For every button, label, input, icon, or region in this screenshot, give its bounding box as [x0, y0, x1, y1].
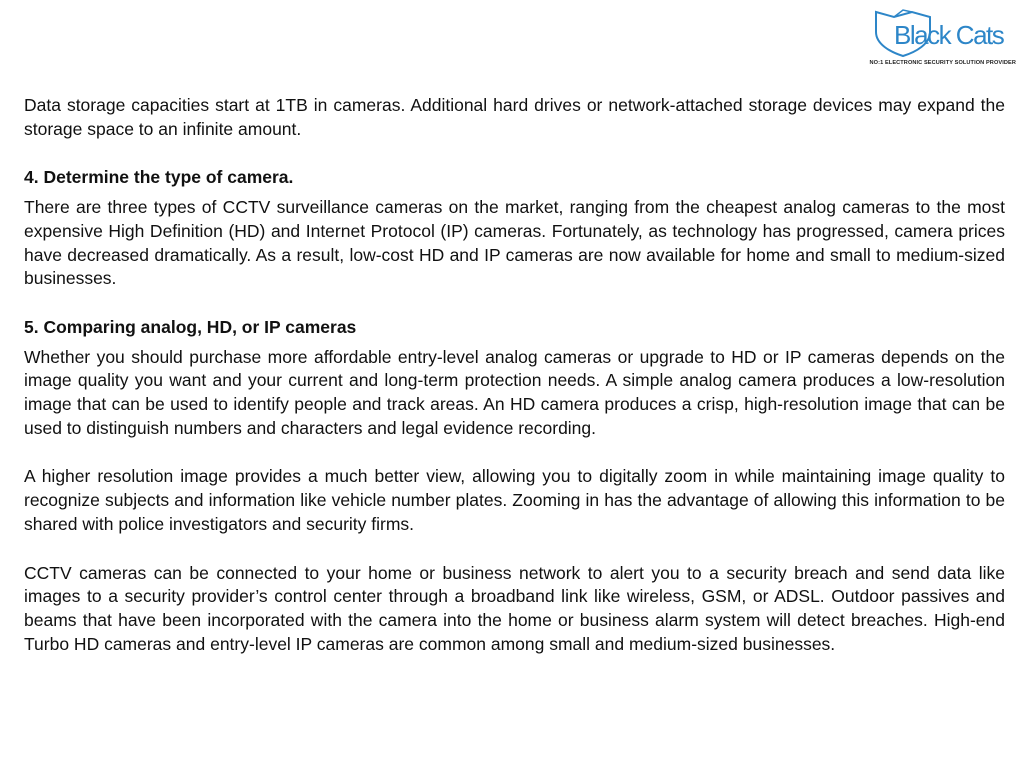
logo-tagline: NO:1 ELECTRONIC SECURITY SOLUTION PROVIDER — [869, 60, 1016, 66]
black-cats-logo — [854, 8, 1016, 70]
document-body — [24, 94, 1005, 656]
logo-name: Black Cats — [894, 20, 1004, 50]
paragraph-camera-type: There are three types of CCTV surveillance cameras on the market, ranging from the cheapest analog cameras to the most expensive High Definition (HD) and Internet Protocol (IP) cameras. Fortunately, as technology has progressed, camera prices have decreased dramatically. As a result, low-cost HD and IP cameras are now available for home and small to medium-sized businesses. — [24, 197, 1005, 289]
paragraph-storage: Data storage capacities start at 1TB in cameras. Additional hard drives or network-attached storage devices may expand the storage space to an infinite amount. — [24, 95, 1005, 139]
heading-camera-type: 4. Determine the type of camera. — [24, 167, 294, 188]
paragraph-comparing: Whether you should purchase more affordable entry-level analog cameras or upgrade to HD or IP cameras depends on the image quality you want and your current and long-term protection needs. A simple analog camera produces a low-resolution image that can be used to identify people and track areas. An HD camera produces a crisp, high-resolution image that can be used to distinguish numbers and characters and legal evidence recording. — [24, 346, 1005, 438]
paragraph-network: CCTV cameras can be connected to your home or business network to alert you to a security breach and send data like images to a security provider’s control center through a broadband link like wireless, GSM, or ADSL. Outdoor passives and beams that have been incorporated with the camera into the home or business alarm system will detect breaches. High-end Turbo HD cameras and entry-level IP cameras are common among small and medium-sized businesses. — [24, 562, 1005, 654]
heading-comparing: 5. Comparing analog, HD, or IP cameras — [24, 316, 357, 337]
paragraph-resolution: A higher resolution image provides a much better view, allowing you to digitally zoom in while maintaining image quality to recognize subjects and information like vehicle number plates. Zooming in has the advantage of allowing this information to be shared with police investigators and security firms. — [24, 466, 1005, 534]
